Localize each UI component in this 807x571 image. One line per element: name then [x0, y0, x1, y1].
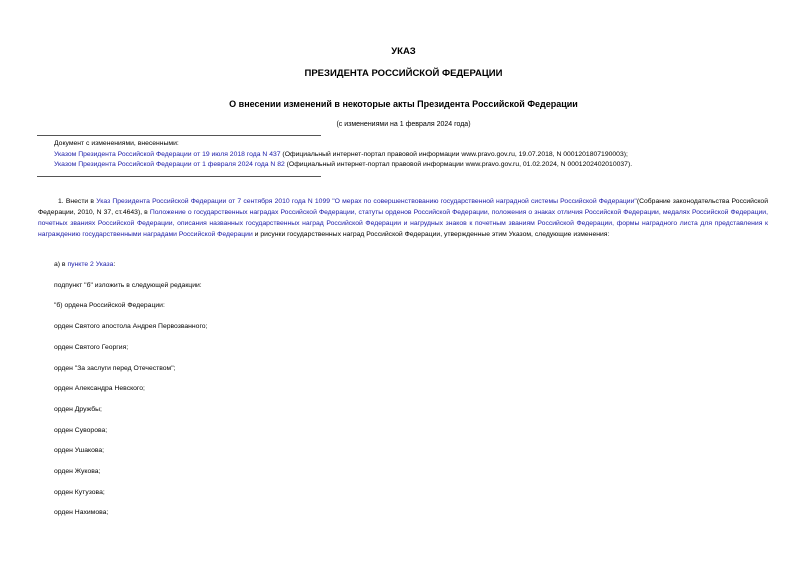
body-line: "б) ордена Российской Федерации: — [54, 302, 165, 309]
text: (Собрание законодательства Российской Федерации, 2010, N 37, ст.4643), в — [38, 198, 768, 216]
amendment-item — [54, 150, 628, 159]
bottom-divider — [37, 176, 321, 177]
order-item: орден Жукова; — [54, 468, 101, 475]
subitem-a — [54, 261, 115, 268]
body-line: подпункт "б" изложить в следующей редакции: — [54, 282, 202, 289]
top-divider — [37, 135, 321, 136]
edition-note: (с изменениями на 1 февраля 2024 года) — [336, 121, 471, 128]
text: : — [113, 261, 116, 268]
paragraph-1 — [38, 196, 768, 240]
order-item: орден Святого апостола Андрея Первозванного; — [54, 323, 208, 330]
decree-link[interactable]: Указ Президента Российской Федерации от 7 сентября 2010 года N 1099 "О мерах по совершенствованию государственной наградной системы Российской Федерации" — [96, 198, 637, 205]
issuer-title: ПРЕЗИДЕНТА РОССИЙСКОЙ ФЕДЕРАЦИИ — [304, 68, 503, 79]
amendment-link[interactable]: Указом Президента Российской Федерации от 19 июля 2018 года N 437 — [54, 151, 281, 158]
amendment-link[interactable]: Указом Президента Российской Федерации от 1 февраля 2024 года N 82 — [54, 161, 285, 168]
order-item: орден Нахимова; — [54, 509, 109, 516]
amendment-source: (Официальный интернет-портал правовой информации www.pravo.gov.ru, 01.02.2024, N 0001202402010037). — [284, 161, 633, 168]
order-item: орден Ушакова; — [54, 447, 105, 454]
amendments-intro: Документ с изменениями, внесенными: — [54, 140, 179, 147]
text: 1. Внести в — [58, 198, 97, 205]
order-item: орден "За заслуги перед Отечеством"; — [54, 365, 176, 372]
order-item: орден Александра Невского; — [54, 385, 145, 392]
order-item: орден Дружбы; — [54, 406, 102, 413]
text: и рисунки государственных наград Российской Федерации, утвержденные этим Указом, следующие изменения: — [252, 231, 610, 238]
text: а) в — [54, 261, 68, 268]
order-item: орден Святого Георгия; — [54, 344, 129, 351]
amendment-source: (Официальный интернет-портал правовой информации www.pravo.gov.ru, 19.07.2018, N 0001201807190003); — [280, 151, 628, 158]
order-item: орден Кутузова; — [54, 489, 105, 496]
amendment-item — [54, 160, 632, 169]
regulation-link[interactable]: Положение о государственных наградах Российской Федерации, статуты орденов Российской Федерации, положения о знаках отличия Российской Федерации, медалях Российской Федерации, почетных званиях Российской Федерации, описания названных государственных наград Российской Федерации и нагрудных знаков к почетным званиям Российской Федерации, формы наградного листа для представления к награждению государственными наградами Российской Федерации — [38, 209, 768, 238]
document-heading: О внесении изменений в некоторые акты Президента Российской Федерации — [229, 99, 578, 109]
document-type-title: УКАЗ — [391, 46, 416, 57]
point-2-link[interactable]: пункте 2 Указа — [67, 261, 114, 268]
order-item: орден Суворова; — [54, 427, 108, 434]
